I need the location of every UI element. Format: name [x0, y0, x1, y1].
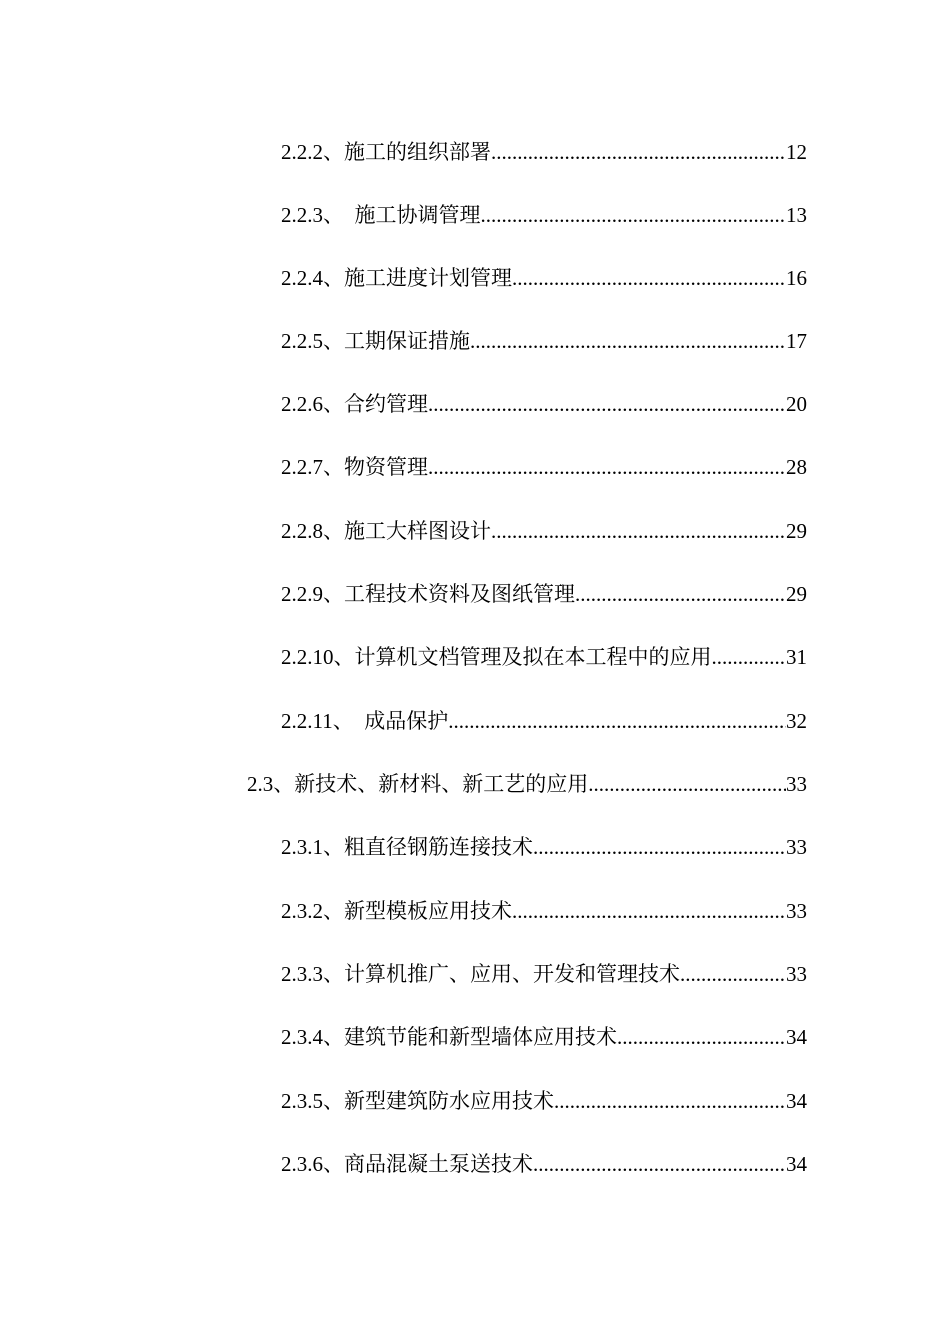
toc-page-number: 28 — [786, 455, 807, 479]
toc-entry[interactable] — [281, 263, 807, 293]
toc-leader-dots — [481, 200, 787, 230]
toc-entry[interactable] — [281, 516, 807, 546]
toc-page-number: 34 — [786, 1089, 807, 1113]
toc-page-number: 33 — [786, 835, 807, 859]
toc-page-number: 34 — [786, 1025, 807, 1049]
toc-entry-label: 2.3.6、商品混凝土泵送技术 — [281, 1152, 533, 1176]
toc-page-number: 31 — [786, 645, 807, 669]
toc-entry-label: 2.2.2、施工的组织部署 — [281, 140, 491, 164]
toc-entry[interactable] — [281, 137, 807, 167]
toc-page-number: 33 — [786, 772, 807, 796]
toc-entry[interactable] — [281, 1086, 807, 1116]
toc-entry[interactable] — [281, 579, 807, 609]
toc-leader-dots — [428, 452, 786, 482]
toc-entry[interactable] — [281, 896, 807, 926]
toc-leader-dots — [512, 263, 786, 293]
toc-leader-dots — [428, 389, 786, 419]
toc-page-number: 34 — [786, 1152, 807, 1176]
toc-entry-label: 2.2.7、物资管理 — [281, 455, 428, 479]
toc-entry-label: 2.2.10、计算机文档管理及拟在本工程中的应用 — [281, 645, 712, 669]
toc-leader-dots — [533, 832, 786, 862]
toc-leader-dots — [533, 1149, 786, 1179]
toc-entry[interactable] — [281, 389, 807, 419]
toc-entry-label: 2.3、新技术、新材料、新工艺的应用 — [247, 772, 589, 796]
toc-page-number: 12 — [786, 140, 807, 164]
toc-entry[interactable] — [281, 200, 807, 230]
toc-page-number: 17 — [786, 329, 807, 353]
toc-entry-label: 2.3.4、建筑节能和新型墙体应用技术 — [281, 1025, 617, 1049]
toc-page-number: 16 — [786, 266, 807, 290]
toc-entry[interactable] — [281, 1149, 807, 1179]
toc-leader-dots — [680, 959, 786, 989]
toc-entry-label: 2.3.1、粗直径钢筋连接技术 — [281, 835, 533, 859]
toc-entry-label: 2.2.8、施工大样图设计 — [281, 519, 491, 543]
toc-entry-label: 2.2.3、 施工协调管理 — [281, 203, 481, 227]
toc-leader-dots — [491, 516, 786, 546]
toc-page-number: 29 — [786, 582, 807, 606]
toc-leader-dots — [588, 769, 786, 799]
toc-leader-dots — [575, 579, 786, 609]
toc-leader-dots — [448, 706, 786, 736]
toc-page-number: 32 — [786, 709, 807, 733]
toc-leader-dots — [491, 137, 786, 167]
toc-entry-label: 2.3.5、新型建筑防水应用技术 — [281, 1089, 554, 1113]
toc-entry[interactable] — [281, 452, 807, 482]
toc-entry[interactable] — [281, 326, 807, 356]
toc-entry[interactable] — [281, 959, 807, 989]
toc-leader-dots — [617, 1022, 786, 1052]
toc-leader-dots — [512, 896, 786, 926]
toc-entry[interactable] — [281, 1022, 807, 1052]
toc-entry-label: 2.2.4、施工进度计划管理 — [281, 266, 512, 290]
toc-entry-label: 2.3.3、计算机推广、应用、开发和管理技术 — [281, 962, 680, 986]
toc-entry[interactable] — [281, 832, 807, 862]
toc-page-number: 20 — [786, 392, 807, 416]
toc-entry[interactable] — [247, 769, 807, 799]
toc-leader-dots — [712, 642, 787, 672]
toc-entry-label: 2.3.2、新型模板应用技术 — [281, 899, 512, 923]
toc-page-number: 13 — [786, 203, 807, 227]
toc-entry-label: 2.2.5、工期保证措施 — [281, 329, 470, 353]
toc-page-number: 33 — [786, 962, 807, 986]
toc-entry-label: 2.2.11、 成品保护 — [281, 709, 449, 733]
toc-entry-label: 2.2.9、工程技术资料及图纸管理 — [281, 582, 575, 606]
toc-leader-dots — [554, 1086, 786, 1116]
toc-leader-dots — [470, 326, 786, 356]
toc-entry-label: 2.2.6、合约管理 — [281, 392, 428, 416]
toc-entry[interactable] — [281, 706, 807, 736]
toc-page-number: 29 — [786, 519, 807, 543]
toc-page-number: 33 — [786, 899, 807, 923]
toc-entry[interactable] — [281, 642, 807, 672]
